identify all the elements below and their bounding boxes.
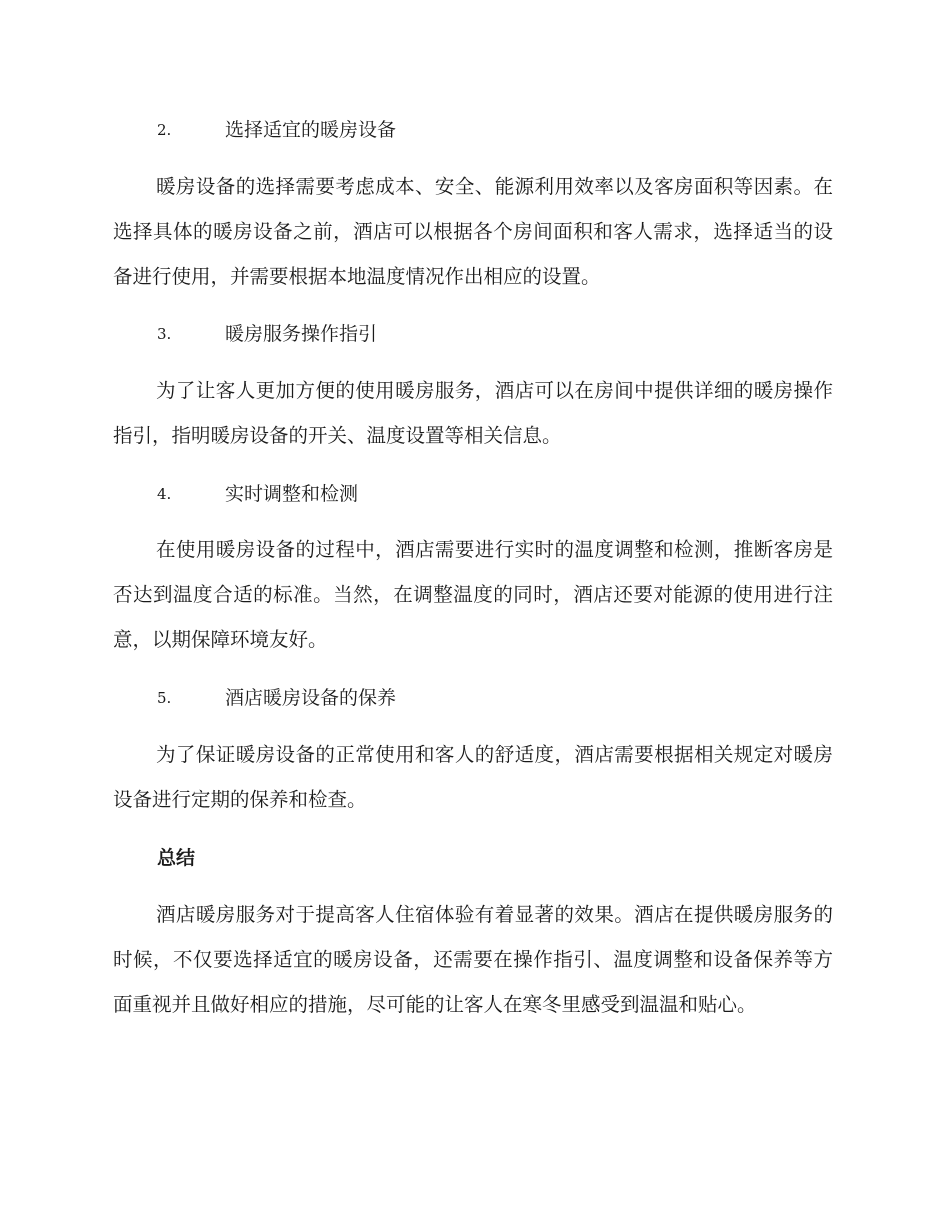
section-paragraph-2: 暖房设备的选择需要考虑成本、安全、能源利用效率以及客房面积等因素。在选择具体的暖房设备之前，酒店可以根据各个房间面积和客人需求，选择适当的设备进行使用，并需要根据本地温度情况作出相应的设置。 (113, 175, 833, 288)
section-title: 实时调整和检测 (225, 483, 359, 505)
section-number: 3. (157, 325, 172, 343)
section-title: 酒店暖房设备的保养 (225, 687, 397, 709)
summary-title: 总结 (157, 847, 196, 869)
section-title: 选择适宜的暖房设备 (225, 119, 397, 141)
section-number: 4. (157, 485, 172, 503)
summary-paragraph: 酒店暖房服务对于提高客人住宿体验有着显著的效果。酒店在提供暖房服务的时候，不仅要选择适宜的暖房设备，还需要在操作指引、温度调整和设备保养等方面重视并且做好相应的措施，尽可能的让客人在寒冬里感受到温温和贴心。 (113, 903, 833, 1016)
section-number: 2. (157, 121, 172, 139)
section-paragraph-3: 为了让客人更加方便的使用暖房服务，酒店可以在房间中提供详细的暖房操作指引，指明暖房设备的开关、温度设置等相关信息。 (113, 379, 833, 447)
section-paragraph-5: 为了保证暖房设备的正常使用和客人的舒适度，酒店需要根据相关规定对暖房设备进行定期的保养和检查。 (113, 743, 833, 811)
section-number: 5. (157, 689, 172, 707)
section-title: 暖房服务操作指引 (225, 323, 378, 345)
section-paragraph-4: 在使用暖房设备的过程中，酒店需要进行实时的温度调整和检测，推断客房是否达到温度合适的标准。当然，在调整温度的同时，酒店还要对能源的使用进行注意，以期保障环境友好。 (113, 538, 833, 651)
